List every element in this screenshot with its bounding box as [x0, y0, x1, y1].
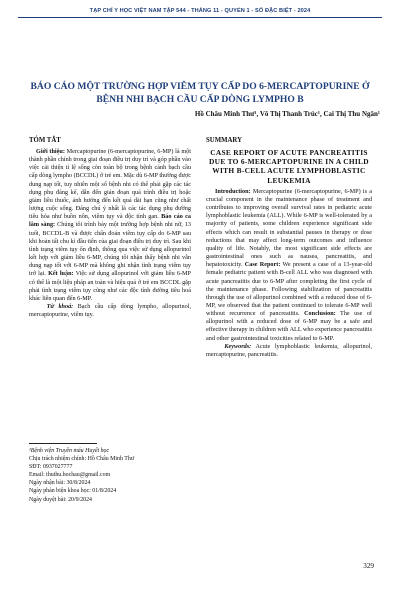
conclusion-label-en: Conclusion: [304, 310, 336, 318]
intro-label-en: Introduction: [214, 187, 251, 195]
keywords-text-en: Acute lymphoblastic leukemia, allopurinol, mercaptopurine, pancreatitis. [206, 342, 372, 358]
keywords-label-en: Keywords: [224, 342, 252, 350]
phone-number: SĐT: 0937027777 [29, 464, 73, 471]
intro-text-en: Mercaptopurine (6-mercaptopurine, 6-MP) is a crucial component in the maintenance phase of treatment and contributes to improving overall survival rates in pediatric acute lymphoblastic leukemia (ALL). While 6-MP is well-tolerated by a majority of patients, some children experience significant side effects which can result in substantial pauses in therapy or dose reductions that may affect long-term outcomes and influence quality of life. Notably, the most significant side effects are gastrointestinal ones such as nausea, pancreatitis, and hepatotoxicity. [206, 187, 372, 269]
conclusion-text-en: The use of allopurinol with a reduced dose of 6-MP may be a safe and effective therapy in children with ALL who experience pancreatitis and other gastrointestinal toxicities related to 6-MP. [206, 310, 372, 342]
responsible-author: Chịu trách nhiệm chính: Hồ Châu Minh Thư [29, 456, 135, 463]
conclusion-label-vi: Kết luận: [48, 270, 74, 278]
date-received: Ngày nhận bài: 30/8/2024 [29, 480, 91, 487]
abstract-body-en [206, 188, 372, 343]
summary-heading: SUMMARY [206, 137, 243, 144]
abstract-english [206, 137, 372, 359]
author-list: Hồ Châu Minh Thư¹, Võ Thị Thanh Trúc¹, Cai Thị Thu Ngân¹ [194, 110, 380, 118]
page-number: 329 [363, 562, 374, 570]
abstract-vietnamese [29, 137, 191, 319]
intro-text-vi: Mercaptopurine (6-mercaptopurine, 6-MP) là một thành phần chính trong giai đoạn điều trị duy trì và góp phần vào việc cải thiện tỉ lệ sống còn toàn bộ trong bệnh cảnh bạch cầu cấp dòng lympho (BCCDL) ở trẻ em. Mặc dù 6-MP thường được dung nạp tốt, tuy nhiên một số bệnh nhi có thể phải gặp các tác dụng phụ đáng kể, dẫn đến gián đoạn quá trình điều trị hoặc giảm liều thuốc, ảnh hưởng đến kết quả dài hạn cũng như chất lượng cuộc sống. Đáng chú ý nhất là các tác dụng phụ đường tiêu hóa như buồn nôn, viêm tụy và độc tính gan. [29, 148, 191, 221]
journal-header: TẠP CHÍ Y HỌC VIỆT NAM TẬP 544 - THÁNG 11 - QUYỂN 1 - SỐ ĐẶC BIỆT - 2024 [89, 8, 311, 14]
date-reviewed: Ngày phản biện khoa học: 01/8/2024 [29, 488, 117, 495]
case-label-vi: Báo cáo ca lâm sàng: [29, 213, 191, 229]
keywords-vi [29, 303, 191, 319]
case-text-en: We present a case of a 13-year-old female pediatric patient with B-cell ALL who was diagnosed with acute pancreatitis due to 6-MP after completing the first cycle of the maintenance phase. Following stabilization of pancreatitis through the use of allopurinol combined with a reduced dose of 6-MP, we observed that the patient continued to tolerate 6-MP well without recurrence of pancreatitis. [206, 261, 372, 318]
intro-label-vi: Giới thiệu: [36, 148, 65, 155]
case-label-en: Case Report: [244, 261, 281, 269]
keywords-text-vi: Bạch cầu cấp dòng lympho, allopurinol, mercaptopurine, viêm tụy. [29, 302, 191, 319]
email-address: Email: thuthu.hochau@gmail.com [29, 472, 111, 479]
abstract-body-vi [29, 148, 191, 303]
affiliation-note: ¹Bệnh viện Truyền máu Huyết học [29, 448, 110, 454]
article-title-en: CASE REPORT OF ACUTE PANCREATITIS DUE TO 6-MERCAPTOPURINE IN A CHILD WITH B-CELL ACUTE LYMPHOBLASTIC LEUKEMIA [209, 148, 369, 185]
case-text-vi: Chúng tôi trình bày một trường hợp bệnh nhi nữ, 13 tuổi, BCCDL-B và được chẩn đoán viêm tụy cấp do 6-MP sau khi hoàn tất chu kì đầu tiên của giai đoạn điều trị duy trì. Sau khi tình trạng viêm tụy ổn định, thông qua việc sử dụng allopurinol kết hợp với giảm liều 6-MP, chúng tôi nhận thấy bệnh nhi vẫn dung nạp tốt với 6-MP mà không ghi nhận tình trạng viêm tụy trở lại. [29, 221, 191, 278]
header-divider [18, 17, 382, 18]
footnote-divider [29, 443, 97, 444]
abstract-heading-vi: TÓM TẮT [29, 137, 61, 144]
keywords-en [206, 343, 372, 359]
article-title-vi: BÁO CÁO MỘT TRƯỜNG HỢP VIÊM TỤY CẤP DO 6-MERCAPTOPURINE Ở BỆNH NHI BẠCH CẦU CẤP DÒNG LYMPHO B [30, 81, 370, 105]
keywords-label-vi: Từ khoá: [46, 302, 74, 310]
date-approved: Ngày duyệt bài: 20/9/2024 [29, 496, 92, 503]
footnotes [29, 447, 191, 504]
conclusion-text-vi: Việc sử dụng allopurinol với giảm liều 6-MP có thể là một liệu pháp an toàn và hiệu quả ở trẻ em BCCDL gặp phải tình trạng viêm tụy cũng như các độc tính đường tiêu hoá khác liên quan đến 6-MP. [29, 270, 191, 302]
